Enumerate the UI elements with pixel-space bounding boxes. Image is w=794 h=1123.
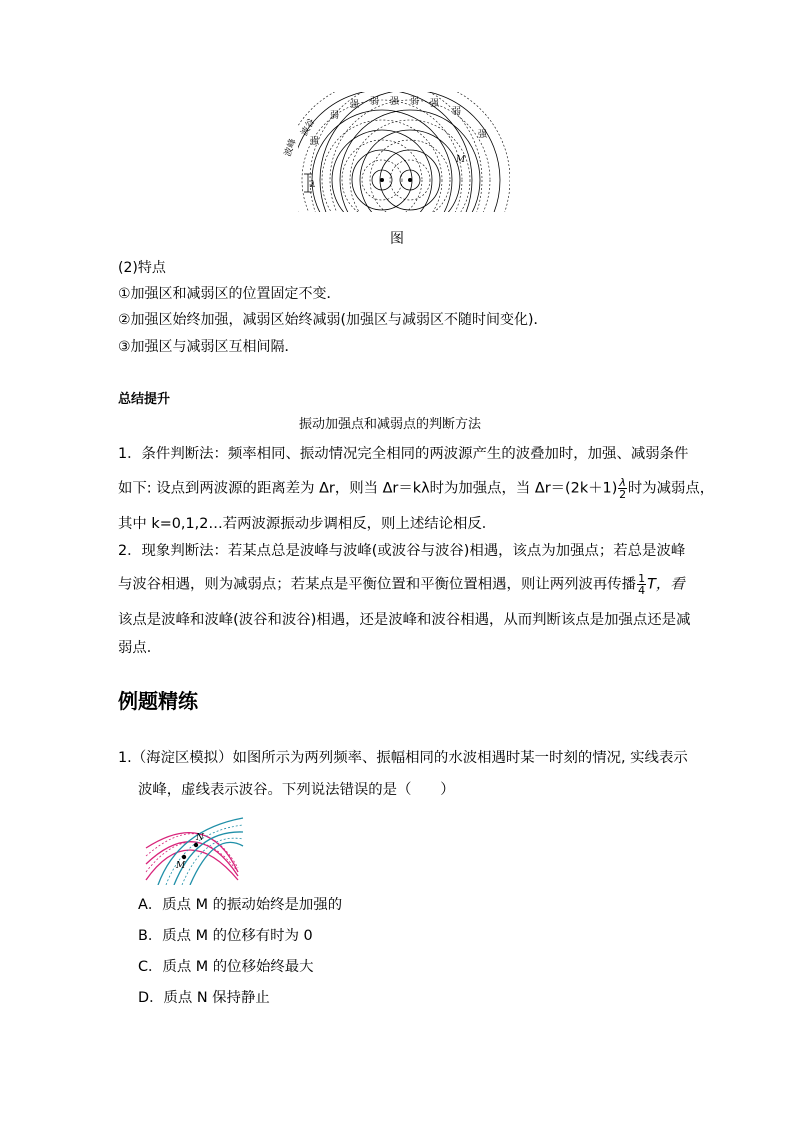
summary-p2-line2: 与波谷相遇，则为减弱点；若某点是平衡位置和平衡位置相遇，则让两列波再传播 $\frac{1}{4}$ T，看	[118, 572, 685, 597]
feature-item: ③加强区与减弱区互相间隔．	[118, 339, 299, 355]
option-d: D．质点 N 保持静止	[138, 990, 270, 1006]
question-1-line1: 1.（海淀区模拟）如图所示为两列频率、振幅相同的水波相遇时某一时刻的情况, 实线表示	[118, 750, 688, 766]
wave-crossing-diagram	[138, 810, 248, 885]
weak-label-1: 弱	[330, 111, 340, 121]
point-n-label: N	[196, 833, 204, 843]
strong-label-5: 强	[478, 130, 488, 140]
features-title: (2)特点	[118, 260, 166, 276]
summary-heading: 总结提升	[118, 392, 171, 407]
point-m-label: M	[176, 861, 186, 871]
weak-label-3: 弱	[410, 97, 420, 107]
option-b: B．质点 M 的位移有时为 0	[138, 928, 313, 944]
figure1-caption: 图	[390, 231, 404, 247]
option-c: C．质点 M 的位移始终最大	[138, 959, 314, 975]
summary-p1-line3: 其中 k=0,1,2…若两波源振动步调相反，则上述结论相反．	[118, 516, 497, 532]
weak-label-2: 弱	[370, 97, 380, 107]
summary-p1-line1: 1．条件判断法：频率相同、振动情况完全相同的两波源产生的波叠加时，加强、减弱条件	[118, 446, 689, 462]
point-m-label: M	[456, 155, 466, 165]
trough-arc-a	[146, 842, 238, 872]
wavefront-circle	[320, 92, 500, 217]
strong-label-4: 强	[430, 99, 440, 109]
option-a: A．质点 M 的振动始终是加强的	[138, 897, 343, 913]
interference-figure	[280, 92, 510, 217]
weak-label-4: 弱	[452, 107, 462, 117]
examples-heading: 例题精练	[118, 689, 198, 713]
point-n	[194, 843, 198, 847]
wavefront-circle	[292, 92, 472, 217]
summary-p2-line4: 弱点．	[118, 640, 162, 656]
wavefront-circle	[332, 130, 432, 217]
point-m	[182, 855, 186, 859]
summary-p2-line1: 2．现象判断法：若某点总是波峰与波峰(或波谷与波谷)相遇，该点为加强点；若总是波峰	[118, 543, 686, 559]
summary-p1-line2: 如下: 设点到两波源的距离差为 Δr，则当 Δr＝kλ时为加强点，当 Δr＝(2k＋1) $\frac{\lambda}{2}$ 时为减弱点，	[118, 476, 715, 501]
wavefront-circle	[330, 100, 490, 217]
crest-arc-a	[146, 842, 238, 876]
feature-item: ①加强区和减弱区的位置固定不变．	[118, 286, 341, 302]
summary-p2-line3: 该点是波峰和波峰(波谷和波谷)相遇，还是波峰和波谷相遇，从而判断该点是加强点还是减	[118, 612, 691, 628]
lambda-label: λ	[310, 180, 316, 190]
strong-label-2: 强	[350, 100, 360, 110]
strong-label-1: 强	[310, 137, 320, 147]
wave-crossing-figure	[138, 810, 248, 885]
wavefront-circle	[360, 130, 460, 217]
crest-arc-b	[190, 842, 243, 885]
strong-label-3: 强	[390, 97, 400, 107]
wavefront-circle	[310, 92, 510, 217]
trough-label: 波谷	[299, 117, 318, 138]
question-1-line2: 波峰，虚线表示波谷。下列说法错误的是（ ）	[138, 782, 455, 798]
summary-subtitle: 振动加强点和减弱点的判断方法	[299, 417, 482, 432]
fraction-one-quarter: $\frac{1}{4}$	[638, 572, 646, 597]
fraction-lambda-over-2: $\frac{\lambda}{2}$	[619, 476, 627, 501]
crest-label: 波峰	[283, 137, 299, 159]
feature-item: ②加强区始终加强，减弱区始终减弱(加强区与减弱区不随时间变化)．	[118, 312, 548, 328]
interference-diagram	[280, 92, 510, 217]
wavefront-circle	[302, 100, 462, 217]
